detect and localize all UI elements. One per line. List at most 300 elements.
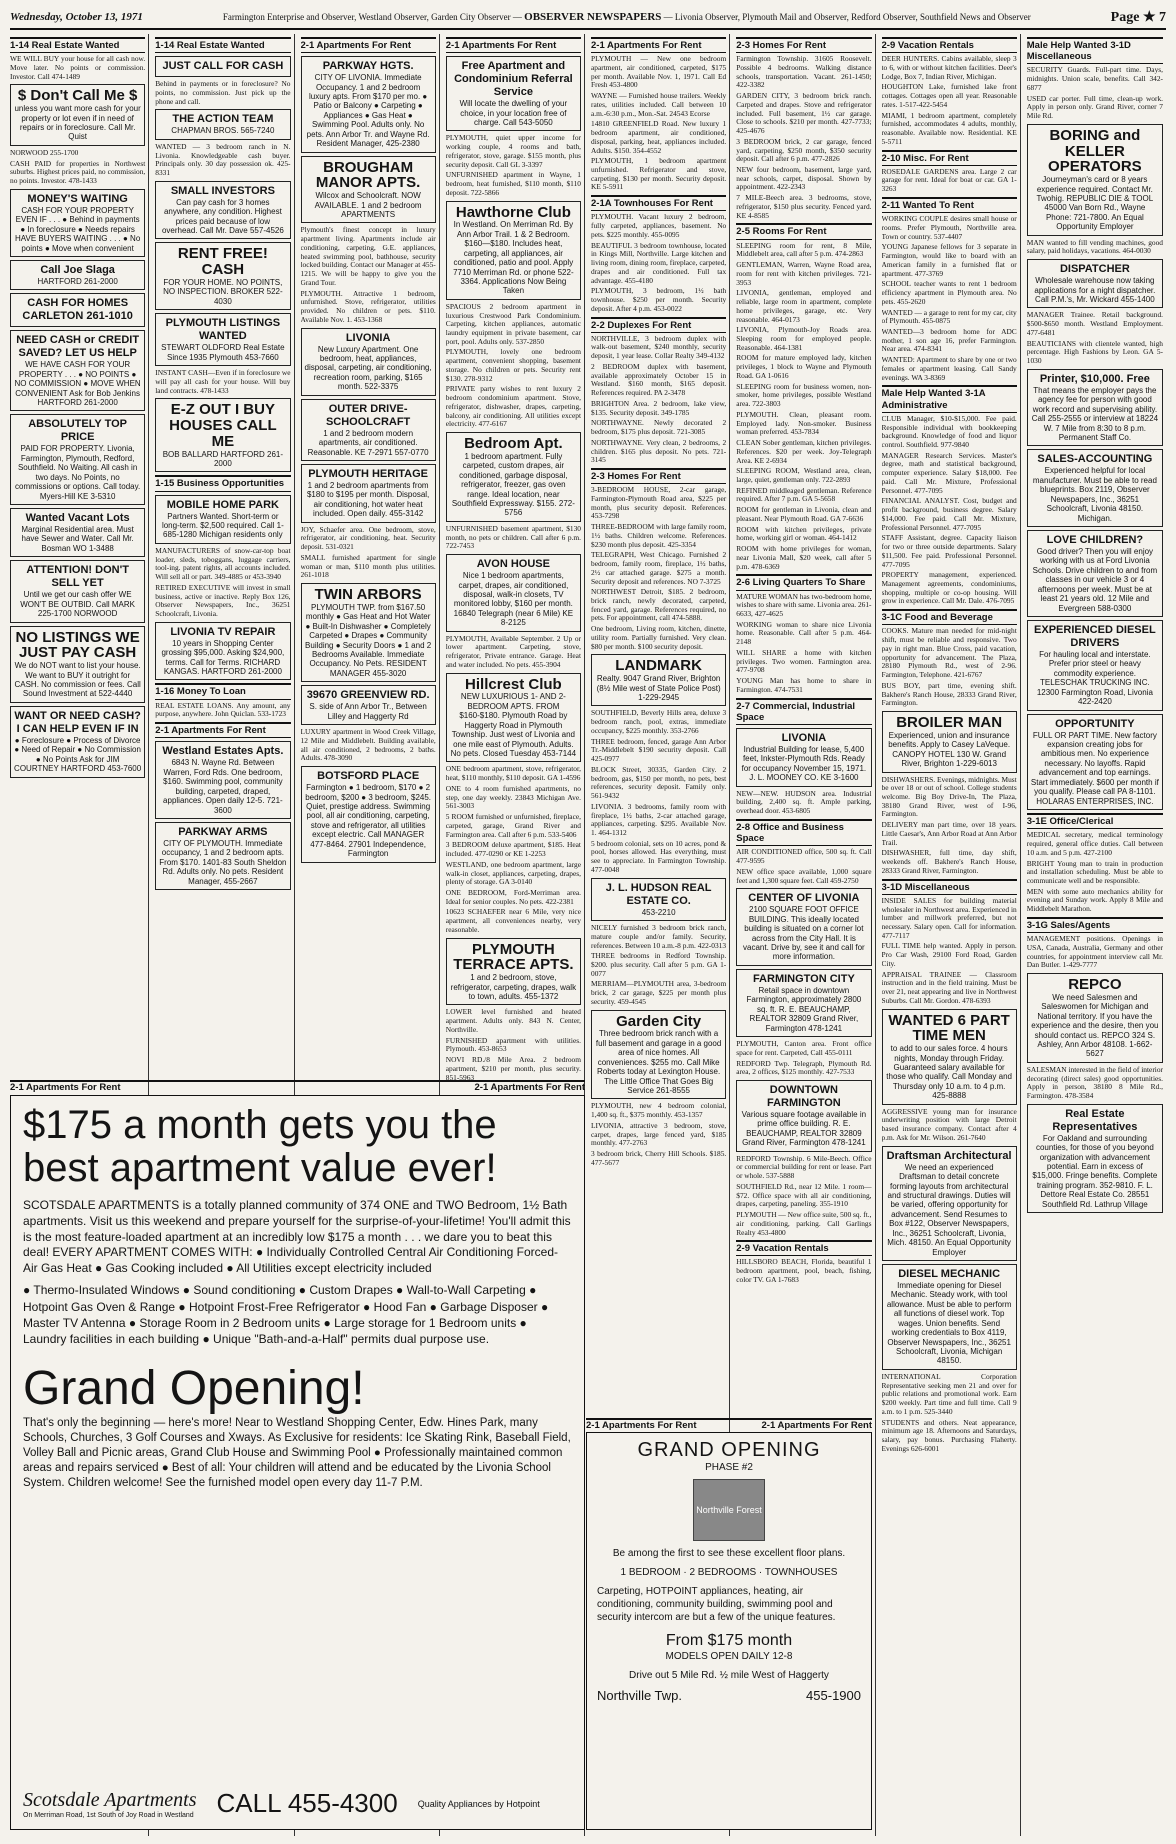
display-ad-headline: THE ACTION TEAM [172, 113, 274, 126]
display-ad-body: Will locate the dwelling of your choice, in your location free of charge. Call 543-5050 [459, 99, 568, 127]
northville-price: From $175 month [665, 1632, 793, 1649]
display-ad-body: Can pay cash for 3 homes anywhere, any condition. Highest prices paid because of low overhead. Call Mr. Dave 557-4526 [161, 197, 284, 235]
classified-ad: SALESMAN interested in the field of interior decorating (direct sales) good opportunities. Apply in person, 38180 8 Mile Rd., Farmington. 478-3584 [1026, 1064, 1163, 1101]
display-ad-headline: WANT OR NEED CASH? I CAN HELP EVEN IF IN [14, 709, 141, 735]
display-ad-headline: NEED CASH or CREDIT SAVED? LET US HELP [16, 334, 140, 360]
display-ad-headline: 39670 GREENVIEW RD. [306, 689, 430, 702]
display-ad-headline: LIVONIA TV REPAIR [170, 625, 276, 638]
display-ad [446, 432, 581, 522]
section-heading: 2-1 Apartments For Rent [446, 37, 581, 53]
section-heading: 3-1G Sales/Agents [1027, 917, 1163, 933]
display-ad-body: PLYMOUTH TWP. from $167.50 monthly ● Gas Heat and Hot Water ● Built-In Dishwasher ● Completely Carpeted ● Drapes ● Community Building ● Security Doors ● 1 and 2 Bedrooms Available. Immediate Occupancy. No Pets. RESIDENT MANAGER 455-3020 [305, 602, 432, 678]
display-ad-headline: FARMINGTON CITY [752, 972, 855, 985]
classified-ad: SECURITY Guards. Full-part time. Days, midnights. Union scale, benefits. Call 342-6877 [1026, 65, 1163, 92]
classified-ad: THREE bedroom, fenced, garage Ann Arbor Tr.-Middlebelt $190 security deposit. Call 425-0977 [591, 736, 727, 764]
classified-ad: WE WILL BUY your house for all cash now. Move later. No points or commission. Investor. Call 474-1489 [10, 54, 146, 81]
masthead [10, 6, 1166, 30]
display-ad-headline: BROUGHAM MANOR APTS. [315, 158, 421, 192]
scotsdale-logo-block [23, 1789, 197, 1819]
display-ad [10, 508, 145, 557]
display-ad-body: We need Salesmen and Saleswomen for Michigan and National territory. If you have the experience and the desire, then you should contact us. REPCO 324 S. Ashley, Ann Arbor 48108. 1-662-5627 [1031, 992, 1159, 1059]
classified-ad: THREE bedrooms in Redford Township. $200. plus security. Call after 5 p.m. GA 1-0077 [591, 951, 727, 978]
classified-ad: DISHWASHER, full time, day shift, weekends off. Bakhere's Ranch House, 28333 Grand River, Farmington. [881, 848, 1017, 875]
section-heading: 2-6 Living Quarters To Share [736, 574, 871, 590]
display-ad-headline: PLYMOUTH HERITAGE [308, 467, 429, 480]
display-ad [446, 201, 581, 300]
display-ad-headline: LANDMARK [615, 657, 702, 675]
display-ad-headline: BOTSFORD PLACE [317, 770, 420, 783]
display-ad-headline: DIESEL MECHANIC [898, 1268, 1001, 1281]
classified-ad: BRIGHTON Area. 2 bedroom, lake view, $135. Security deposit. 349-1785 [591, 398, 727, 417]
display-ad-body: Journeyman's card or 8 years experience required. Contact Mr. Twohig. REPUBLIC DIE & TOOL 45000 Van Born Rd., Wayne Phone: 721-7800. An Equal Opportunity Employer [1036, 175, 1154, 232]
classified-ad: MERRIAM—PLYMOUTH area, 3-bedroom brick, 2 car garage, $225 per month plus security. 459-4545 [591, 979, 727, 1006]
classified-ad: AIR CONDITIONED office, 500 sq. ft. Call 477-9595 [736, 847, 872, 866]
display-ad [736, 1080, 871, 1152]
display-ad-body: For Oakland and surrounding counties, for those of you beyond organization with advancement potential. Earn in excess of $15,000. Fringe benefits. Complete training program. 352-9810. F. L. Dettore Real Estate Co. 28551 Southfield Rd. Lathrup Village [1032, 1133, 1158, 1209]
display-ad-body: Various square footage available in prime office building. R. E. BEAUCHAMP, REALTOR 32809 Grand River, Farmington 478-1241 [741, 1109, 867, 1148]
display-ad-headline: Garden City [616, 1012, 702, 1030]
classified-ad: PLYMOUTH, Available September. 2 Up or lower apartment. Carpeting, stove, refrigerator, Private entrance. Garage. Heat and water included. No pets. 455-3904 [445, 633, 581, 669]
section-heading: 2-10 Misc. For Rent [882, 150, 1017, 166]
section-heading: Male Help Wanted 3-1A Administrative [882, 385, 1017, 412]
display-ad [10, 330, 145, 411]
display-ad-body: We do NOT want to list your house. We want to BUY it outright for CASH. No commission or fees. Call Sound Investment at 522-4440 [14, 661, 141, 699]
display-ad [10, 260, 145, 290]
classified-ad: PLYMOUTH, lovely one bedroom apartment, convenient shopping, basement storage. No children or pets. Security rent $130. 278-9312 [445, 347, 581, 383]
scotsdale-footer [23, 1788, 572, 1819]
classified-ad: ONE to 4 room furnished apartments, no step, one day weekly. 23843 Michigan Ave. 561-3003 [445, 783, 581, 811]
classified-ad: LIVONIA, Plymouth-Joy Roads area. Sleeping room for employed people. Reasonable. 464-1381 [736, 325, 872, 352]
classified-ad: SMALL furnished apartment for single woman or man, $110 month plus utilities. 261-1018 [300, 552, 436, 580]
classified-ad: MAN wanted to fill vending machines, good salary, paid holidays, vacations. 464-0030 [1026, 237, 1163, 256]
display-ad [1027, 620, 1163, 711]
classified-ad: INTERNATIONAL Corporation Representative seeking men 21 and over for public relations and promotional work. Earn $200 weekly. Part time and full time. Call 9 a.m. to 1 p.m. 525-3440 [881, 1371, 1017, 1416]
classified-ad: NEW four bedroom, basement, large yard, near schools, carpet, disposal. Shown by appointment. 422-2343 [736, 165, 872, 192]
classified-ad: 5 bedroom colonial, sets on 10 acres, pond & pool, horses allowed. Has everything, must see to appreciate. In Farmington Township. 477-0048 [591, 838, 727, 874]
display-ad-headline: PLYMOUTH TERRACE APTS. [453, 940, 574, 974]
display-ad [10, 706, 145, 778]
classified-ad: PLYMOUTH — New office suite, 500 sq. ft., air conditioning, parking. Call Garlings Realty 453-4800 [736, 1210, 872, 1237]
classified-ad: BRIGHT Young man to train in production and installation scheduling. Must be able to communicate well and be responsible. [1026, 858, 1163, 885]
display-ad-headline: CASH FOR HOMES CARLETON 261-1010 [22, 297, 133, 323]
display-ad [446, 938, 581, 1006]
column-7 [882, 34, 1021, 1836]
classified-ad: 2 BEDROOM duplex with basement, available approximately October 15 in Westland. $160 month, $165 deposit. References required. PA 2-3478 [591, 361, 727, 398]
classified-ad: WORKING COUPLE desires small house or rooms. Prefer Plymouth, Northville area. Town or country. 537-4407 [881, 214, 1017, 241]
classified-ad: 10623 SCHAEFER near 6 Mile, very nice apartment, all conveniences nearby, very reasonable. [445, 907, 581, 934]
classified-ad: SLEEPING room for business women, non-smoker, home privileges, possible Westland area. 722-3803 [736, 381, 872, 409]
display-ad-headline: LIVONIA [345, 331, 391, 344]
display-ad-headline: MOBILE HOME PARK [166, 498, 279, 511]
display-ad [155, 242, 290, 310]
classified-ad: SOUTHFIELD, Beverly Hills area, deluxe 3 bedroom ranch, pool, extras, immediate occupancy, $225 monthly. 353-2766 [591, 708, 727, 735]
display-ad [155, 313, 290, 366]
scotsdale-location: On Merriman Road, 1st South of Joy Road in Westland [23, 1811, 194, 1819]
display-ad [446, 56, 581, 131]
display-ad [155, 398, 290, 472]
display-ad-body: New Luxury Apartment. One bedroom, heat, appliances, disposal, carpeting, air conditioning, recreation room, parking, $165 month. 522-3375 [304, 344, 432, 392]
classified-ad: ROSEDALE GARDENS area. Large 2 car garage for rent. Ideal for boat or car. GA 1-3263 [881, 166, 1017, 194]
section-heading: 3-1E Office/Clerical [1027, 813, 1163, 829]
scotsdale-logo: Scotsdale Apartments [23, 1788, 197, 1811]
classified-ad: UNFURNISHED basement apartment, $130 month, no pets or children. Call after 6 p.m. 722-7453 [445, 523, 581, 551]
display-ad-headline: Real Estate Representatives [1052, 1107, 1138, 1133]
classified-ad: BUS BOY, part time, evening shift. Bakhere's Ranch House, 28333 Grand River, Farmington. [881, 680, 1017, 708]
display-ad-headline: DOWNTOWN FARMINGTON [767, 1083, 841, 1109]
display-ad [155, 822, 290, 890]
classified-ad: NORTHWAYNE. Very clean, 2 bedrooms, 2 children. $165 plus deposit. No pets. 721-3145 [591, 437, 727, 465]
display-ad-body: 453-2210 [641, 907, 676, 917]
classified-ad: 3-BEDROOM HOUSE, 2-car garage, Farmington-Plymouth Road area, $225 per month, plus security deposit. References. 453-7298 [591, 485, 727, 521]
classified-ad: RETIRED EXECUTIVE will invest in small business, active or inactive. Reply Box 126, Observer Newspapers, Inc., 36251 Schoolcraft, Livonia. [155, 582, 291, 619]
display-ad-body: PAID FOR PROPERTY. Livonia, Farmington, Plymouth, Redford, Southfield. No Waiting. All cash in two days. No Points, no commissions or options. Call today. Myers-Hill KE 3-5310 [15, 444, 141, 501]
classified-ad: NOVI RD./8 Mile Area. 2 bedroom apartment, $210 per month, plus security. 851-5963 [445, 1055, 581, 1082]
classified-ad: PLYMOUTH. Attractive 1 bedroom, unfurnished. Stove, refrigerator, utilities provided. No children or pets. $110. Available Nov. 1. 453-1368 [300, 288, 436, 324]
promo-banner-right: 2-1 Apartments For Rent [474, 1082, 585, 1093]
display-ad [10, 293, 145, 327]
display-ad [301, 399, 436, 461]
classified-ad: BLOCK Street, 30335, Garden City. 2 bedroom, gas, $150 per month, no pets, best references, security deposit. Family only. 561-9432 [591, 764, 727, 801]
display-ad-body: CASH FOR YOUR PROPERTY EVEN IF . . . ● Behind in payments ● In foreclosure ● Needs repairs HAVE BUYERS WAITING . . . ● No points ● Move when convenient [14, 205, 141, 253]
section-heading: 2-8 Office and Business Space [736, 819, 871, 846]
section-heading: 1-14 Real Estate Wanted [10, 37, 145, 53]
display-ad-body: HARTFORD 261-2000 [37, 276, 118, 286]
classified-ad: MANAGER Research Services. Master's degree, math and statistical background, computer experience. Salary $18,000. Fee paid. Call Mr. Mixture, Professional Personnel. 477-7095 [881, 450, 1017, 495]
classified-ad: UNFURNISHED apartment in Wayne, 1 bedroom, heat furnished, $110 month, $110 deposit. 722-5866 [445, 170, 581, 197]
classified-ad: LOWER level furnished and heated apartment. Adults only. 843 N. Center, Northville. [445, 1007, 581, 1034]
classified-ad: SLEEPING ROOM, Westland area, clean, large, quiet, gentleman only. 722-2893 [736, 466, 872, 484]
display-ad-headline: PLYMOUTH LISTINGS WANTED [165, 317, 281, 343]
classified-ad: COOKS. Mature man needed for mid-night shift, must be reliable and responsive. Two pay in right man. Blue Cross, paid vacation, opportunity for advancement. The Plaza, 28180 Plymouth Rd., west of 2-96. Farmington, Telephone. 421-6767 [881, 626, 1017, 680]
section-heading: 2-1 Apartments For Rent [301, 37, 436, 53]
display-ad [882, 1009, 1017, 1105]
classified-ad: FURNISHED apartment with utilities. Plymouth. 453-8653 [445, 1035, 581, 1054]
section-heading: 3-1C Food and Beverage [882, 609, 1017, 625]
display-ad-body: NEW LUXURIOUS 1- AND 2-BEDROOM APTS. FROM $160-$180. Plymouth Road by Haggerty Road in Plymouth Township. Just west of Livonia and one mile east of Plymouth. Adults. No pets. Closed Tuesday 453-7144 [450, 692, 577, 759]
classified-ad: MATURE WOMAN has two-bedroom home, wishes to share with same. Livonia area. 261-6633, 427-4625 [736, 591, 872, 618]
classified-ad: PRIVATE party wishes to rent luxury 2 bedroom condominium apartment. Stove, refrigerator, dishwasher, drapes, carpeting, balcony, air conditioning. All utilities except electricity. 477-6167 [445, 384, 581, 429]
column-8 [1027, 34, 1166, 1836]
display-ad [301, 583, 436, 682]
classified-ad: 3 BEDROOM deluxe apartment, $185. Heat included. 477-0290 or KE 1-2253 [445, 840, 581, 859]
display-ad-body: Good driver? Then you will enjoy working with us at Ford Livonia Schools. Drive children to and from classes in our vehicle 3 or 4 afternoons per week. Must be at least 21 years old. 12 Mile and Evergreen 588-0300 [1032, 547, 1158, 613]
classified-ad: ROOM for gentleman in Livonia, clean and pleasant. Near Plymouth Road. GA 7-6636 [736, 505, 872, 523]
northville-logo-text: Northville Forest [696, 1505, 762, 1515]
display-ad [301, 685, 436, 725]
display-ad-headline: NO LISTINGS WE JUST PAY CASH [15, 628, 140, 662]
classified-ad: NEW—NEW. HUDSON area. Industrial building, 2,400 sq. ft. Ample parking, overhead door. 453-6805 [736, 788, 872, 816]
display-ad [736, 969, 871, 1037]
classified-ad: CLEAN Sober gentleman, kitchen privileges. References. $20 per week. Joy-Telegraph Area. KE 2-6934 [736, 438, 872, 465]
classified-ad: PLYMOUTH — New one bedroom apartment, air conditioned, carpeted, $175 per month. Available Nov. 1, 1971. Call Ed Fresh 453-4800 [591, 54, 727, 90]
display-ad-headline: REPCO [1068, 976, 1122, 994]
scotsdale-headline: $175 a month gets you the best apartment value ever! [23, 1103, 497, 1191]
display-ad [882, 1146, 1017, 1261]
display-ad [301, 56, 436, 152]
classified-ad: LUXURY apartment in Wood Creek Village, 12 Mile and Middlebelt. Building available, all air conditioned, 2 bedrooms, 2 baths. Adults. 478-3090 [300, 727, 436, 763]
display-ad-headline: SMALL INVESTORS [170, 184, 275, 197]
classified-ad: NORTHVILLE, 3 bedroom duplex with walk-out basement, $240 monthly, security deposit, 1 year lease. Collar Realty 349-4132 [591, 333, 727, 361]
display-ad-body: Partners Wanted. Short-term or long-term. $2,500 required. Call 1-685-1280 Michigan residents only [161, 511, 284, 540]
display-ad-body: Marginal Residential area. Must have Sewer and Water. Call Mr. Bosman WO 1-3488 [21, 525, 134, 553]
section-heading: 2-1 Apartments For Rent [155, 722, 290, 738]
display-ad [10, 189, 145, 257]
classified-ad: DEER HUNTERS. Cabins available, sleep 3 to 6, with or without kitchen facilities. Deer's Lodge, Box 7, Indian River, Michigan. [881, 54, 1017, 81]
classified-ad: PLYMOUTH, 3 bedroom, 1½ bath townhouse. $250 per month. Security deposit. After 4 p.m. 453-0022 [591, 286, 727, 313]
classified-ad: MANAGER Trainee. Retail background. $500-$650 month. Westland Employment. 477-6481 [1026, 310, 1163, 337]
display-ad-headline: Wanted Vacant Lots [25, 512, 130, 525]
scotsdale-grand-opening: Grand Opening! [23, 1362, 365, 1416]
display-ad-body: That means the employer pays the agency fee for person with good work record and supervising ability. Call 255-2555 or interview at 18224 W. 7 Mile from 8:30 to 8 p.m. Permanent Staff Co. [1031, 385, 1159, 442]
classified-ad: JOY, Schaefer area. One bedroom, stove, refrigerator, air conditioning, heat. Security deposit. 531-0321 [300, 524, 436, 552]
classified-ad: PLYMOUTH. Vacant luxury 2 bedroom, fully carpeted, appliances, basement. No pets. $225 monthly. 455-0095 [591, 212, 727, 239]
display-ad [1027, 449, 1163, 527]
display-ad-headline: JUST CALL FOR CASH [162, 60, 284, 73]
display-ad [736, 888, 871, 966]
display-ad-headline: Westland Estates Apts. [162, 745, 284, 758]
scotsdale-phone: CALL 455-4300 [216, 1788, 398, 1818]
section-heading: 2-1 Apartments For Rent [591, 37, 726, 53]
display-ad-headline: Hillcrest Club [465, 675, 562, 693]
display-ad [1027, 530, 1163, 617]
display-ad-body: Nice 1 bedroom apartments, carpet, drapes, air conditioned, disposal, walk-in closets, TV monitored lobby, $160 per month. 16840 Telegraph (near 6 Mile) KE 8-2125 [453, 571, 574, 628]
display-ad-headline: DISPATCHER [1059, 263, 1130, 276]
classified-ad: MEN with some auto mechanics ability for evening and Sunday work. Apply 8 Mile and Middlebelt Marathon. [1026, 886, 1163, 914]
display-ad-body: Immediate opening for Diesel Mechanic. Steady work, with tool allowance. Must be able to perform all functions of diesel work. Top wages. Union benefits. Send working credentials to Box 4119, Observer Newspapers, Inc., 36251 Schoolcraft, Livonia, Michigan 48150. [886, 1280, 1012, 1366]
classified-ad: ONE BEDROOM, Ford-Merriman area. Ideal for senior couples. No pets. 422-2381 [445, 888, 581, 906]
classified-ad: SPACIOUS 2 bedroom apartment in luxurious Crestwood Park Condominium. Carpeting, kitchen appliances, automatic laundry equipment in private basement, car port, pool. Adults only. 537-2850 [445, 301, 581, 346]
display-ad-headline: WANTED 6 PART TIME MEN [888, 1011, 1010, 1045]
promo-banner-left: 2-1 Apartments For Rent [10, 1082, 121, 1093]
display-ad-body: STEWART OLDFORD Real Estate Since 1935 Plymouth 453-7660 [161, 343, 285, 362]
display-ad [10, 414, 145, 505]
classified-ad: DISHWASHERS. Evenings, midnights. Must be over 18 or out of school. College students welcome. Big Boy Drive-In, The Plaza, 38180 Grand River, west of I-96, Farmington. [881, 774, 1017, 819]
classified-ad: PROPERTY management, experienced. Management agreements, condominiums, shopping, multiple or co-op housing. Will grow in experience. Call Mr. Dale. 476-7095 [881, 570, 1017, 606]
display-ad-headline: Call Joe Slaga [40, 264, 115, 276]
masthead-page-number: Page ★ 7 [1110, 9, 1166, 25]
display-ad-body: 6843 N. Wayne Rd. Between Warren, Ford Rds. One bedroom, $160. Swimming pool, community building, carpeted, draped, appliances. Open daily 12-5. 721-3600 [163, 758, 283, 815]
northville-features: Carpeting, HOTPOINT appliances, heating, air conditioning, community building, swimming pool and security intercom are but a few of the unique features. [597, 1586, 836, 1623]
section-heading: 2-3 Homes For Rent [736, 37, 871, 53]
classified-ad: REDFORD Twp. Telegraph, Plymouth Rd. area, 2 offices, $125 monthly. 427-7533 [736, 1058, 872, 1077]
classified-ad: WANTED — 3 bedroom ranch in N. Livonia. Knowledgeable cash buyer. Principals only. 30 day possession ok. 425-8331 [155, 141, 291, 177]
classified-ad: THREE-BEDROOM with large family room, 1½ baths. Children welcome. References. $230 month plus deposit. 425-3354 [591, 522, 727, 549]
display-ad-headline: OUTER DRIVE-SCHOOLCRAFT [325, 402, 411, 428]
display-ad-headline: EXPERIENCED DIESEL DRIVERS [1034, 624, 1156, 650]
display-ad [155, 495, 290, 544]
section-heading: 2-2 Duplexes For Rent [591, 317, 726, 333]
display-ad-body: FULL OR PART TIME. New factory expansion creating jobs for ambitious men. No experience necessary. No layoffs. Rapid advancement and top earnings. Start immediately. $600 per month if you qualify. Please call PA 8-1101. HOLARAS ENTERPRISES, INC. [1030, 730, 1159, 806]
display-ad-body: Industrial Building for lease, 5,400 feet, Inkster-Plymouth Rds. Ready for occupancy November 15, 1971. J. L. MOONEY CO. KE 3-1600 [741, 744, 867, 783]
display-ad-body: Until we get our cash offer WE WON'T BE OUTBID. Call MARK 225-1700 NORWOOD [20, 590, 135, 619]
display-ad-headline: $ Don't Call Me $ [17, 87, 138, 105]
display-ad [301, 328, 436, 396]
section-heading: 2-9 Vacation Rentals [736, 1240, 871, 1256]
classified-ad: WANTED — a garage to rent for my car, city of Plymouth. 455-0875 [881, 307, 1017, 326]
classified-ad: One bedroom, Living room, kitchen, dinette, utility room. Partially furnished. Very clean. $80 per month. $100 security deposit. [591, 624, 727, 651]
classified-ad: WORKING woman to share nice Livonia home. Reasonable. Call after 5 p.m. 464-2148 [736, 619, 872, 647]
classified-ad: DELIVERY man part time, over 18 years. Little Caesar's, Ann Arbor Road at Ann Arbor Trail. [881, 820, 1017, 847]
northville-banner-left: 2-1 Apartments For Rent [586, 1420, 697, 1431]
northville-phase: PHASE #2 [705, 1462, 753, 1473]
display-ad [1027, 714, 1163, 810]
classified-ad: BEAUTICIANS with clientele wanted, high percentage. High Fashions by Leon. GA 5-1030 [1026, 338, 1163, 366]
classified-ad: 3 BEDROOM brick, 2 car garage, fenced yard, carpeting, $250 month, $350 security deposit. Call after 6 p.m. 477-2826 [736, 136, 872, 164]
section-heading: 1-15 Business Opportunities [155, 475, 290, 491]
classified-ad: 14810 GREENFIELD Road. New luxury 1 bedroom apartment, air conditioned, disposal, parking, heat, appliances included. Adults. $150. 354-4552 [591, 119, 727, 155]
classified-ad: 5 ROOM furnished or unfurnished, fireplace, carpeted, garage, Grand River and Farmington area. Call after 6 p.m. 533-5406 [445, 812, 581, 839]
masthead-date: Wednesday, October 13, 1971 [10, 11, 143, 23]
masthead-papers-left: Farmington Enterprise and Observer, Westland Observer, Garden City Observer [222, 12, 511, 22]
display-ad [301, 464, 436, 523]
display-ad [1027, 124, 1163, 236]
classified-ad: FULL TIME help wanted. Apply in person. Pro Car Wash, 29100 Ford Road, Garden City. [881, 941, 1017, 968]
display-ad-body: In Westland. On Merriman Rd. By Ann Arbor Trail. 1 & 2 Bedroom. $160—$180. Includes heat, carpeting, all appliances, air conditioned, patio and pool. Apply 7710 Merriman Rd. or phone 522-3364. Applications Now Being Taken [453, 220, 574, 296]
classified-ad: CLUB Manager, $10-$15,000. Fee paid. Responsible individual with bookkeeping background. Knowledge of food and liquor control. Southfield. 977-9840 [881, 413, 1017, 449]
classified-ad: HILLSBORO BEACH, Florida, beautiful 1 bedroom apartment, pool, beach, fishing, color TV. GA 1-7683 [736, 1257, 872, 1284]
classified-ad: NORTHWAYNE. Newly decorated 2 bedroom, $175 plus deposit. 721-3085 [591, 418, 727, 437]
classified-ad: GENTLEMAN, Warren, Wayne Road area, room for rent with kitchen privileges. 721-3953 [736, 260, 872, 287]
display-ad-headline: PARKWAY HGTS. [322, 60, 414, 73]
northville-footer [597, 1688, 861, 1703]
scotsdale-ad [10, 1095, 585, 1830]
masthead-papers-right: Livonia Observer, Plymouth Mail and Observer, Redford Observer, Southfield News and Observer [674, 12, 1031, 22]
display-ad-headline: BORING and KELLER OPERATORS [1048, 126, 1142, 176]
section-heading: 1-16 Money To Loan [155, 683, 290, 699]
classified-ad: SOUTHFIELD Rd., near 12 Mile. 1 room—$72. Office space with all air conditioning, drapes, carpeting, paneling. 355-1910 [736, 1181, 872, 1209]
display-ad-body: We need an experienced Draftsman to detail concrete forming layouts from architectural and structural drawings. Duties will be varied, offering opportunity for advancement. Send Resumes to Box #122, Observer Newspapers, Inc., 36251 Schoolcraft, Livonia, Mich. 48150. An Equal Opportunity Employer [887, 1162, 1011, 1257]
classified-ad: TELEGRAPH, West Chicago. Furnished 2 bedroom, family room, fireplace, 1½ baths, 2½ car attached garage. $275 a month. Security deposit and references. NO 7-3725 [591, 550, 727, 586]
display-ad-headline: LIVONIA [781, 732, 827, 745]
northville-intro: Be among the first to see these excellent floor plans. [612, 1548, 846, 1559]
display-ad-body: 10 years in Shopping Center grossing $95,000. Asking $24,900, terms. Call for Terms. RICHARD KANGAS. HARTFORD 261-2000 [161, 638, 285, 677]
masthead-brand: OBSERVER NEWSPAPERS [524, 11, 662, 23]
display-ad-body: 1 bedroom apartment. Fully carpeted, custom drapes, air conditioned, garbage disposal, refrigerator, freezer, gas oven range. Ideal location, near Southfield Expressway. $155. 272-5756 [451, 451, 575, 518]
northville-units: 1 BEDROOM · 2 BEDROOMS · TOWNHOUSES [620, 1567, 838, 1578]
display-ad-body: S. side of Ann Arbor Tr., Between Lilley and Haggerty Rd [309, 702, 427, 721]
display-ad-headline: AVON HOUSE [476, 558, 550, 571]
display-ad-body: ● Foreclosure ● Process of Divorce ● Need of Repair ● No Commission ● No Points Ask for JIM COURTNEY HARTFORD 453-7600 [14, 735, 142, 774]
display-ad-body: CITY OF LIVONIA. Immediate Occupancy. 1 and 2 bedroom luxury apts. From $170 per mo. ● Patio or Balcony ● Carpeting ● Appliances ● Gas Heat ● Swimming Pool. Adults only. No pets. Ann Arbor Tr. and Wayne Rd. Resident Manager, 425-2380 [306, 73, 430, 149]
section-heading: 2-11 Wanted To Rent [882, 197, 1017, 213]
northville-banner-right: 2-1 Apartments For Rent [761, 1420, 872, 1431]
section-heading: 2-3 Homes For Rent [591, 468, 726, 484]
section-heading: Male Help Wanted 3-1D Miscellaneous [1027, 37, 1163, 64]
classified-ad: WESTLAND, one bedroom apartment, large walk-in closet, appliances, carpeting, drapes, plenty of storage. GA 3-0140 [445, 859, 581, 887]
section-heading: 2-1A Townhouses For Rent [591, 195, 726, 211]
display-ad [10, 84, 145, 146]
classified-ad: WANTED: Apartment to share by one or two females or apartment leasing. Call Sandy evenings. WA 3-8369 [881, 355, 1017, 382]
classified-ad: CASH PAID for properties in Northwest suburbs. Highest prices paid, no commission, no points. Investor. 478-1433 [10, 158, 146, 186]
display-ad [155, 109, 290, 139]
display-ad-body: 1 and 2 bedroom modern apartments, air conditioned. Reasonable. KE 7-2971 557-0770 [307, 428, 429, 457]
display-ad-headline: E-Z OUT I BUY HOUSES CALL ME [169, 401, 277, 450]
northville-city: Northville Twp. [597, 1688, 683, 1703]
display-ad-headline: Free Apartment and Condominium Referral Service [454, 60, 573, 99]
classified-ad: ROOM with kitchen privileges, private home, working girl or woman. 464-1412 [736, 524, 872, 543]
classified-ad: WANTED—3 bedroom home for ADC mother, 1 son age 16, prefer Farmington. Near area. 474-8341 [881, 326, 1017, 354]
display-ad [301, 766, 436, 862]
display-ad-headline: CENTER OF LIVONIA [748, 892, 860, 905]
scotsdale-body: SCOTSDALE APARTMENTS is a totally planned community of 374 ONE and TWO Bedroom, 1½ Bath apartments. Visit us this weekend and prepare yourself for the surprise-of-your-lifetime! You'll admit this is the most feature-loaded apartment at an incredibly low $175 a month . . . we dare you to beat this deal! EVERY APARTMENT COMES WITH: ● Individually Controlled Central Air Conditioning Forced-Air Gas Heat ● Gas Cooking included ● All Utilities except electricity included [23, 1198, 571, 1275]
display-ad-body: CITY OF PLYMOUTH. Immediate occupancy, 1 and 2 bedroom apts. From $170. 1401-83 South Sheldon Rd. Adults only. No pets. Resident Manager, 455-2667 [159, 838, 287, 886]
classified-ad: BEAUTIFUL 3 bedroom townhouse, located in Kings Mill, Northville. Large kitchen and living room, dining room, fireplace, carpeted, drapes and air conditioned. Full tax advantage. 455-4180 [591, 240, 727, 285]
display-ad [1027, 369, 1163, 447]
classified-ad: NICELY furnished 3 bedroom brick ranch, mature couple and/or family. Security, references. Between 10 a.m.-8 p.m. 422-0313 [591, 923, 727, 950]
display-ad-headline: PARKWAY ARMS [178, 825, 268, 838]
display-ad-body: Wholesale warehouse now taking applications for a night dispatcher. Call P.M.'s, Mr. Wickard 455-1400 [1034, 276, 1156, 304]
classified-ad: NORTHWEST Detroit, $185. 2 bedroom, brick ranch, newly decorated, carpeted, fenced yard, garage. References required, no pets. For appointment, call 474-5888. [591, 587, 727, 623]
classified-ad: NEW office space available, 1,000 square feet and 1,300 square feet. Call 459-2750 [736, 866, 872, 885]
classified-ad: MIAMI, 1 bedroom apartment, completely furnished, accommodates 4 adults, monthly, reasonable. Available now. Residential. KE 5-5711 [881, 110, 1017, 146]
scotsdale-features: ● Thermo-Insulated Windows ● Sound conditioning ● Custom Drapes ● Wall-to-Wall Carpeting ● Hotpoint Gas Oven & Range ● Hotpoint Frost-Free Refrigerator ● Hood Fan ● Garbage Disposer ● Master TV Antenna ● Storage Room in 2 Bedroom units ● Large storage for 1 Bedroom units ● Laundry facilities in each building ● Unique "Bath-and-a-Half" permits dual purpose use. [23, 1283, 549, 1346]
display-ad [10, 626, 145, 703]
display-ad [591, 878, 726, 921]
classified-ad: PLYMOUTH, new 4 bedroom colonial, 1,400 sq. ft., $375 monthly. 453-1357 [591, 1101, 727, 1120]
display-ad [155, 741, 290, 819]
masthead-papers: Farmington Enterprise and Observer, Westland Observer, Garden City Observer — OBSERVER NEWSPAPERS — Livonia Observer, Plymouth Mail and Observer, Redford Observer, Southfield News and Observer [222, 11, 1031, 23]
display-ad [446, 673, 581, 763]
classified-ad: STUDENTS and others. Neat appearance, minimum age 18. Afternoons and Saturdays, salary, pay bonus. Purchasing Flaherty. Evenings 626-6001 [881, 1417, 1017, 1453]
section-heading: 3-1D Miscellaneous [882, 879, 1017, 895]
display-ad-body: Three bedroom brick ranch with a full basement and garage in a good area of nice homes. All conveniences. $255 mo. Call Mike Roberts today at Lexington House. The Little Office That Goes Big Service 261-8555 [595, 1029, 722, 1096]
display-ad-body: Retail space in downtown Farmington, approximately 2800 sq. ft. R. E. BEAUCHAMP, REALTOR 32809 Grand River, Farmington 478-1241 [746, 985, 862, 1033]
northville-hours: MODELS OPEN DAILY 12-8 [665, 1651, 793, 1662]
display-ad-body: 2100 SQUARE FOOT OFFICE BUILDING. This ideally located building is situated on a corner lot across from the City Hall. It is vacant. Drive by, see it and call for more information. [743, 905, 865, 962]
classified-ad: MEDICAL secretary, medical terminology required, general office duties. Call between 10 a.m. and 5 p.m. 427-2100 [1026, 830, 1163, 857]
display-ad-body: Farmington ● 1 bedroom, $170 ● 2 bedroom, $200 ● 3 bedroom, $245. Quiet, prestige address. Swimming pool, all air conditioning, carpeting, stove and refrigerator, all utilities except electric. Call MANAGER 477-8464. 27901 Independence, Farmington [305, 783, 432, 859]
display-ad [1027, 259, 1163, 308]
classified-ad: REFINED middleaged gentleman. Reference required. After 7 p.m. GA 5-5658 [736, 485, 872, 504]
classified-ad: AGGRESSIVE young man for insurance underwriting position with large Detroit based insurance company. Contact after 4 p.m. Ask for Mr. Wilson. 261-7640 [881, 1106, 1017, 1142]
classified-ad: REDFORD Township. 6 Mile-Beech. Office or commercial building for rent or lease. Part or whole. 537-5888 [736, 1153, 872, 1181]
classified-ad: APPRAISAL TRAINEE — Classroom instruction and in the field training. Must be over 21, neat appearing and live in Northwest Suburbs. Call Mr. Gordon. 478-6393 [881, 969, 1017, 1005]
classified-ad: REAL ESTATE LOANS. Any amount, any purpose, anywhere. John Quiclan. 533-1723 [155, 700, 291, 719]
classified-ad: YOUNG Man has home to share in Farmington. 474-7531 [736, 676, 872, 694]
section-heading: 2-5 Rooms For Rent [736, 223, 871, 239]
display-ad [301, 156, 436, 224]
display-ad [1027, 973, 1163, 1063]
classified-ad: STAFF Assistant, degree. Capacity liaison for two or three outside departments. Salary $11,500. Fee paid. Professional Personnel. 477-7095 [881, 533, 1017, 569]
display-ad-body: Realty. 9047 Grand River, Brighton (8½ Mile west of State Police Post) 1-229-2945 [596, 674, 721, 703]
classified-ad: HOUGHTON Lake, furnished lake front cottages. Cottages open all year. Reasonable rates. 1-517-422-5454 [881, 82, 1017, 109]
display-ad-headline: Hawthorne Club [455, 203, 571, 221]
display-ad-body: Experienced helpful for local manufacturer. Must be able to read blueprints. Box 2119, Observer Newspapers, Inc., 36251 Schoolcraft, Livonia 48150. Michigan. [1032, 466, 1157, 523]
display-ad-headline: J. L. HUDSON REAL ESTATE CO. [605, 881, 712, 907]
classified-ad: ROOM with home privileges for woman, near Livonia Mall, $20 week, call after 5 p.m. 478-6369 [736, 544, 872, 571]
section-heading: 2-7 Commercial, Industrial Space [736, 698, 871, 725]
display-ad [446, 554, 581, 632]
display-ad-body: BOB BALLARD HARTFORD 261-2000 [162, 449, 284, 468]
classified-ad: LIVONIA, gentleman, employed and reliable, large room in apartment, complete home privileges, garage, etc. Very reasonable. 464-0173 [736, 288, 872, 324]
display-ad-headline: ATTENTION! DON'T SELL YET [26, 564, 129, 590]
display-ad [591, 1010, 726, 1100]
classified-ad: Behind in payments or in foreclosure? No points, no commission. Just pick up the phone and call. [155, 79, 291, 106]
display-ad-headline: BROILER MAN [896, 714, 1003, 732]
display-ad-body: For hauling local and interstate. Prefer prior steel or heavy commodity experience. TELESCHAK TRUCKING INC. 12300 Farmington Road, Livonia 422-2420 [1036, 650, 1153, 707]
display-ad-body: Experienced, union and insurance benefits. Apply to Casey LaVeque. CANOPY HOTEL 130 W. Grand River, Brighton 1-229-6013 [888, 730, 1011, 769]
northville-title: GRAND OPENING [637, 1439, 821, 1461]
display-ad-headline: LOVE CHILDREN? [1046, 534, 1144, 547]
scotsdale-hotpoint: Quality Appliances by Hotpoint [417, 1798, 540, 1809]
display-ad-body: 1 and 2 bedroom, stove, refrigerator, carpeting, drapes, walk to town, adults. 455-1372 [450, 973, 577, 1002]
section-heading: 2-9 Vacation Rentals [882, 37, 1017, 53]
display-ad [155, 622, 290, 681]
classified-ad: NORWOOD 255-1700 [10, 147, 79, 157]
classified-ad: MANAGEMENT positions. Openings in USA, Canada, Australia, Germany and other countries, for appointment interview call Mr. Dan Butler. 1-429-7777 [1026, 934, 1163, 970]
classified-ad: INSTANT CASH—Even if in foreclosure we will pay all cash for your house. Will buy land contracts. 478-1433 [155, 368, 291, 395]
display-ad [155, 56, 290, 77]
